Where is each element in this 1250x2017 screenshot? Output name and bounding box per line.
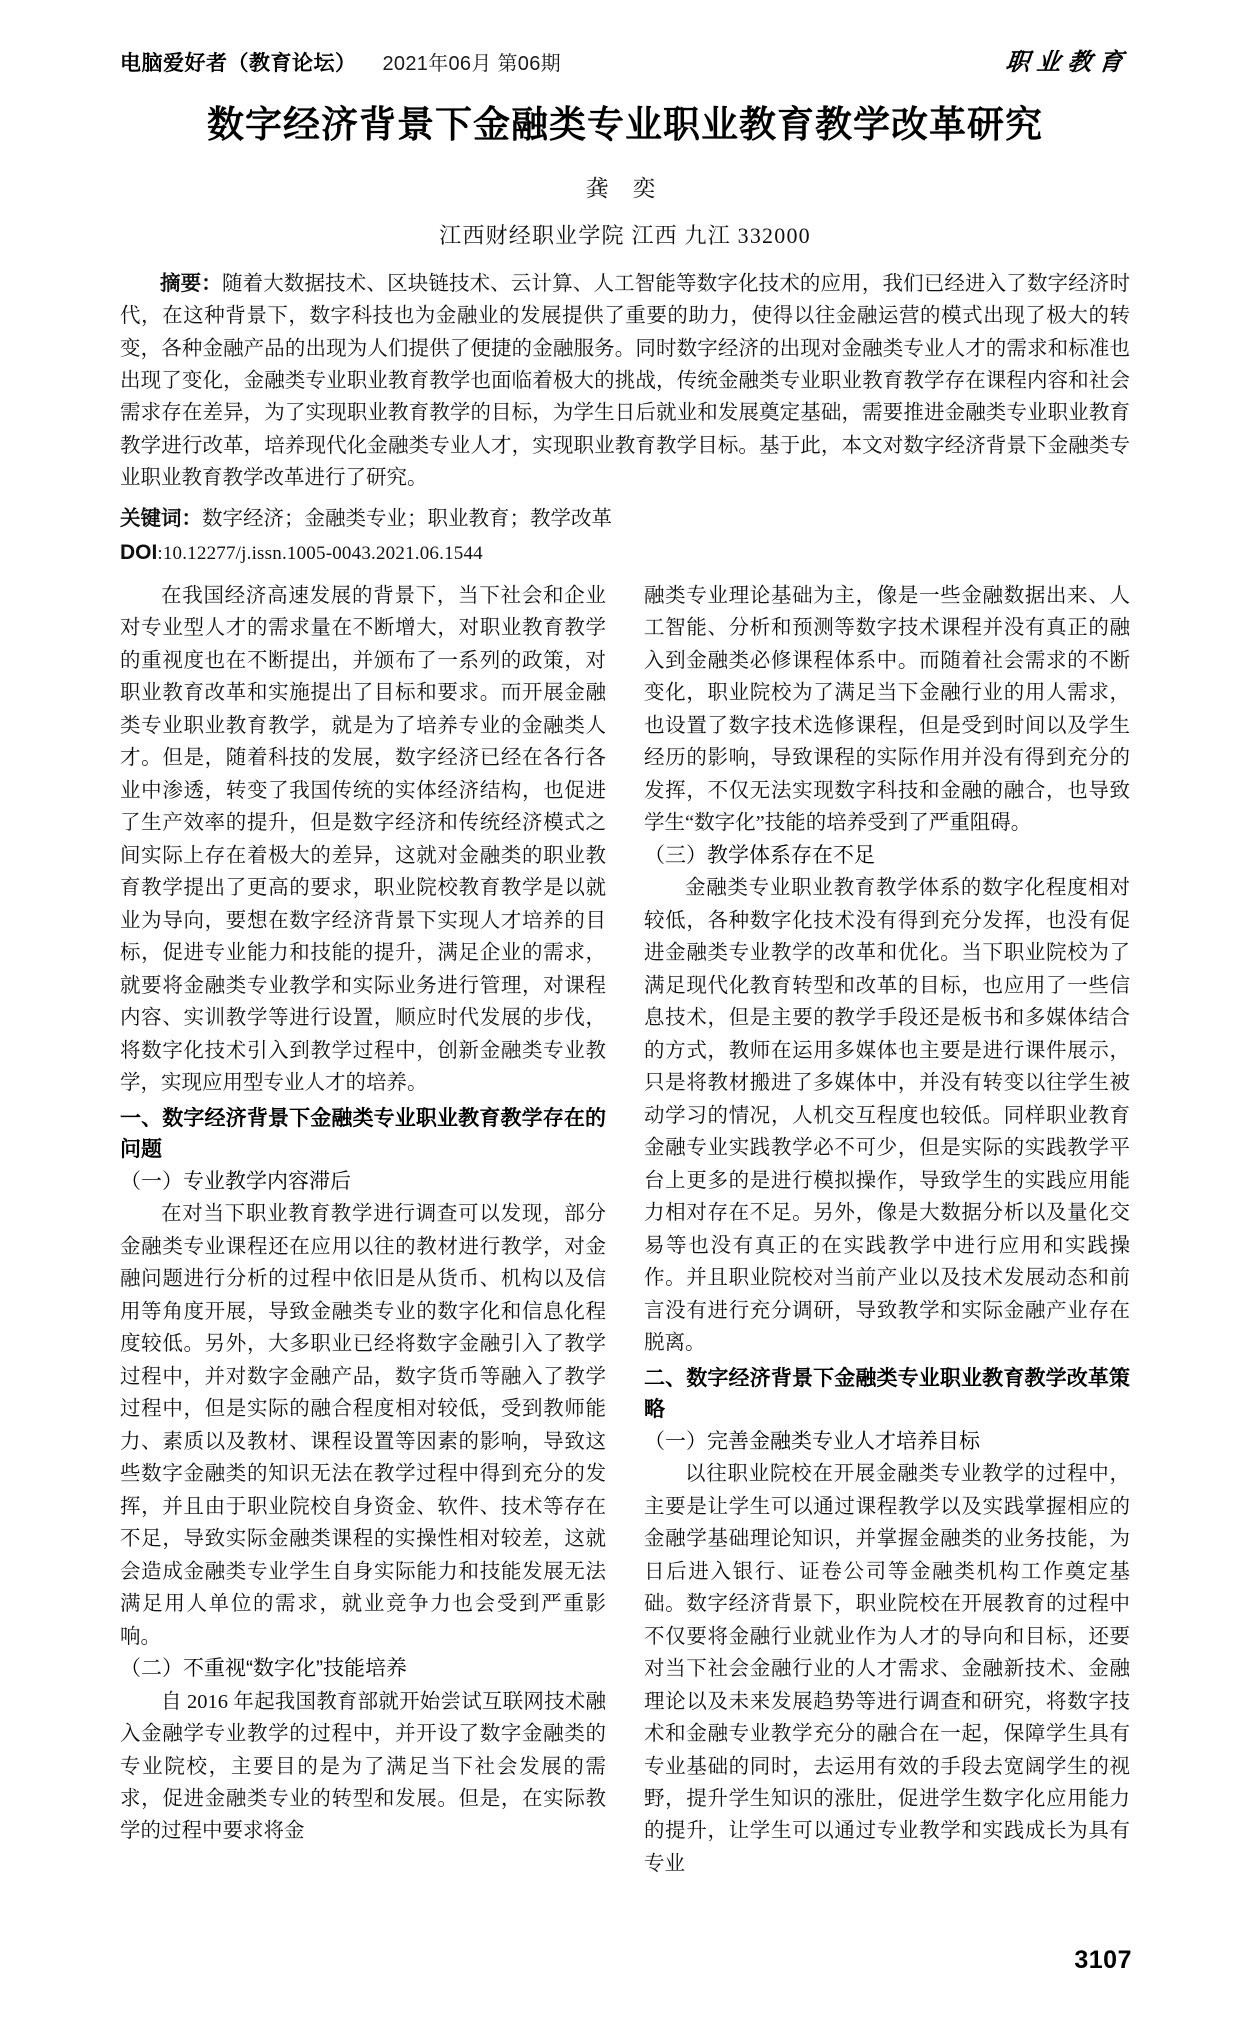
left-column <box>120 580 606 1881</box>
keywords-label: 关键词： <box>120 506 202 530</box>
doi-block <box>120 537 1130 570</box>
doi-label: DOI <box>120 541 158 565</box>
keywords-text: 数字经济；金融类专业；职业教育；教学改革 <box>202 507 612 530</box>
right-column <box>644 580 1130 1881</box>
section-heading-2: 二、数字经济背景下金融类专业职业教育教学改革策略 <box>644 1366 1130 1422</box>
section-heading-1: 一、数字经济背景下金融类专业职业教育教学存在的问题 <box>120 1106 606 1162</box>
intro-paragraph: 在我国经济高速发展的背景下，当下社会和企业对专业型人才的需求量在不断增大，对职业教育教学的重视度也在不断提出，并颁布了一系列的政策，对职业教育改革和实施提出了目标和要求。而开展金融类专业职业教育教学，就是为了培养专业的金融类人才。但是，随着科技的发展，数字经济已经在各行各业中渗透，转变了我国传统的实体经济结构，也促进了生产效率的提升，但是数字经济和传统经济模式之间实际上存在着极大的差异，这就对金融类的职业教育教学提出了更高的要求，职业院校教育教学是以就业为导向，要想在数字经济背景下实现人才培养的目标，促进专业能力和技能的提升，满足企业的需求，就要将金融类专业教学和实际业务进行管理，对课程内容、实训教学等进行设置，顺应时代发展的步伐，将数字化技术引入到教学过程中，创新金融类专业教学，实现应用型专业人才的培养。 <box>120 584 606 1095</box>
abstract-label: 摘要： <box>160 271 222 295</box>
article-title: 数字经济背景下金融类专业职业教育教学改革研究 <box>207 104 1043 145</box>
subsection-2-1-paragraph: 以往职业院校在开展金融类专业教学的过程中，主要是让学生可以通过课程教学以及实践掌握相应的金融学基础理论知识，并掌握金融类的业务技能，为日后进入银行、证卷公司等金融类机构工作奠定基础。数字经济背景下，职业院校在开展教育的过程中不仅要将金融行业就业作为人才的导向和目标，还要对当下社会金融行业的人才需求、金融新技术、金融理论以及未来发展趋势等进行调查和研究，将数字技术和金融专业教学充分的融合在一起，保障学生具有专业基础的同时，去运用有效的手段去宽阔学生的视野，提升学生知识的涨肚，促进学生数字化应用能力的提升，让学生可以通过专业教学和实践成长为具有专业 <box>644 1463 1130 1875</box>
subsection-1-2-paragraph: 自 2016 年起我国教育部就开始尝试互联网技术融入金融学专业教学的过程中，并开设了数字金融类的专业院校，主要目的是为了满足当下社会发展的需求，促进金融类专业的转型和发展。但是，在实际教学的过程中要求将金 <box>120 1690 606 1843</box>
subsection-heading-2-1: （一）完善金融类专业人才培养目标 <box>644 1429 980 1453</box>
body-columns <box>120 580 1130 1881</box>
subsection-heading-1-2: （二）不重视“数字化”技能培养 <box>120 1656 407 1680</box>
doi-value: :10.12277/j.issn.1005-0043.2021.06.1544 <box>157 543 483 565</box>
continued-paragraph: 融类专业理论基础为主，像是一些金融数据出来、人工智能、分析和预测等数字技术课程并没有真正的融入到金融类必修课程体系中。而随着社会需求的不断变化，职业院校为了满足当下金融行业的用人需求，也设置了数字技术选修课程，但是受到时间以及学生经历的影响，导致课程的实际作用并没有得到充分的发挥，不仅无法实现数字科技和金融的融合，也导致学生“数字化”技能的培养受到了严重阻碍。 <box>644 584 1130 835</box>
running-head <box>120 42 1130 82</box>
subsection-heading-1-3: （三）教学体系存在不足 <box>644 843 875 867</box>
subsection-heading-1-1: （一）专业教学内容滞后 <box>120 1169 351 1193</box>
keywords-block <box>120 503 1130 536</box>
journal-name: 电脑爱好者（教育论坛） <box>120 52 357 75</box>
section-mark: 职业教育 <box>1004 50 1131 76</box>
running-head-left <box>120 47 561 77</box>
abstract-text: 随着大数据技术、区块链技术、云计算、人工智能等数字化技术的应用，我们已经进入了数字经济时代，在这种背景下，数字科技也为金融业的发展提供了重要的助力，使得以往金融运营的模式出现了极大的转变，各种金融产品的出现为人们提供了便捷的金融服务。同时数字经济的出现对金融类专业人才的需求和标准也出现了变化，金融类专业职业教育教学也面临着极大的挑战，传统金融类专业职业教育教学存在课程内容和社会需求存在差异，为了实现职业教育教学的目标，为学生日后就业和发展奠定基础，需要推进金融类专业职业教育教学进行改革，培养现代化金融类专业人才，实现职业教育教学目标。基于此，本文对数字经济背景下金融类专业职业教育教学改革进行了研究。 <box>120 272 1131 490</box>
subsection-1-1-paragraph: 在对当下职业教育教学进行调查可以发现，部分金融类专业课程还在应用以往的教材进行教学，对金融问题进行分析的过程中依旧是从货币、机构以及信用等角度开展，导致金融类专业的数字化和信息化程度较低。另外，大多职业已经将数字金融引入了教学过程中，并对数字金融产品，数字货币等融入了教学过程中，但是实际的融合程度相对较低，受到教师能力、素质以及教材、课程设置等因素的影响，导致这些数字金融类的知识无法在教学过程中得到充分的发挥，并且由于职业院校自身资金、软件、技术等存在不足，导致实际金融类课程的实操性相对较差，这就会造成金融类专业学生自身实际能力和技能发展无法满足用人单位的需求，就业竞争力也会受到严重影响。 <box>120 1203 606 1648</box>
subsection-1-3-paragraph: 金融类专业职业教育教学体系的数字化程度相对较低，各种数字化技术没有得到充分发挥，也没有促进金融类专业教学的改革和优化。当下职业院校为了满足现代化教育转型和改革的目标，也应用了一些信息技术，但是主要的教学手段还是板书和多媒体结合的方式，教师在运用多媒体也主要是进行课件展示，只是将教材搬进了多媒体中，并没有转变以往学生被动学习的情况，人机交互程度也较低。同样职业教育金融专业实践教学必不可少，但是实际的实践教学平台上更多的是进行模拟操作，导致学生的实践应用能力相对存在不足。另外，像是大数据分析以及量化交易等也没有真正的在实践教学中进行应用和实践操作。并且职业院校对当前产业以及技术发展动态和前言没有进行充分调研，导致教学和实际金融产业存在脱离。 <box>644 877 1130 1355</box>
author-name: 龚 奕 <box>585 175 665 201</box>
page-number: 3107 <box>1074 1946 1132 1974</box>
abstract-block <box>120 268 1130 495</box>
author-affiliation: 江西财经职业学院 江西 九江 332000 <box>439 222 811 248</box>
issue-info: 2021年06月 第06期 <box>382 53 561 75</box>
